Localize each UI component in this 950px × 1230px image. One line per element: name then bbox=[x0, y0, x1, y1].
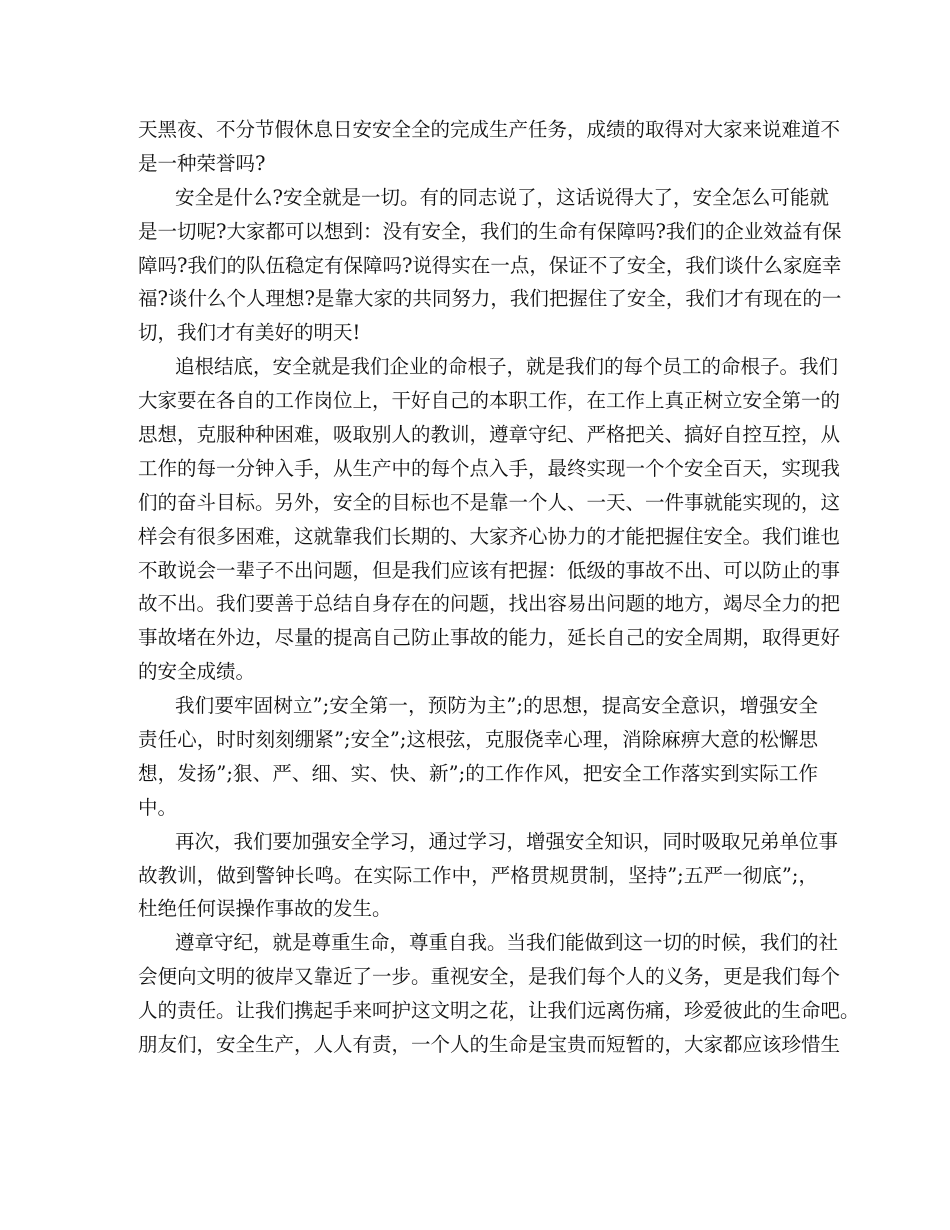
text-line: 会便向文明的彼岸又靠近了一步。重视安全，是我们每个人的义务，更是我们每个 bbox=[138, 965, 841, 989]
body-text bbox=[138, 113, 860, 1062]
text-line: 福?谈什么个人理想?是靠大家的共同努力，我们把握住了安全，我们才有现在的一 bbox=[138, 287, 842, 311]
text-line: 不敢说会一辈子不出问题，但是我们应该有把握：低级的事故不出、可以防止的事 bbox=[138, 558, 841, 582]
text-line: 事故堵在外边，尽量的提高自己防止事故的能力，延长自己的安全周期，取得更好 bbox=[138, 626, 841, 650]
text-line: 思想，克服种种困难，吸取别人的教训，遵章守纪、严格把关、搞好自控互控，从 bbox=[138, 423, 841, 447]
text-line: 想，发扬”;狠、严、细、实、快、新”;的工作作风，把安全工作落实到实际工作 bbox=[138, 761, 818, 785]
text-line: 们的奋斗目标。另外，安全的目标也不是靠一个人、一天、一件事就能实现的，这 bbox=[138, 490, 841, 514]
text-line: 安全是什么?安全就是一切。有的同志说了，这话说得大了，安全怎么可能就 bbox=[175, 185, 829, 209]
text-line: 故不出。我们要善于总结自身存在的问题，找出容易出问题的地方，竭尽全力的把 bbox=[138, 592, 841, 616]
text-line: 我们要牢固树立”;安全第一，预防为主”;的思想，提高安全意识，增强安全 bbox=[175, 694, 818, 718]
text-line: 切，我们才有美好的明天! bbox=[138, 321, 361, 345]
text-line: 工作的每一分钟入手，从生产中的每个点入手，最终实现一个个安全百天，实现我 bbox=[138, 456, 841, 480]
text-line: 中。 bbox=[138, 795, 178, 819]
text-line: 障吗?我们的队伍稳定有保障吗?说得实在一点，保证不了安全，我们谈什么家庭幸 bbox=[138, 253, 842, 277]
text-line: 天黑夜、不分节假休息日安安全全的完成生产任务，成绩的取得对大家来说难道不 bbox=[138, 118, 841, 141]
text-line: 故教训，做到警钟长鸣。在实际工作中，严格贯规贯制，坚持”;五严一彻底”;， bbox=[138, 863, 818, 887]
text-line: 样会有很多困难，这就靠我们长期的、大家齐心协力的才能把握住安全。我们谁也 bbox=[138, 524, 841, 548]
text-line: 的安全成绩。 bbox=[138, 660, 256, 684]
text-line: 追根结底，安全就是我们企业的命根子，就是我们的每个员工的命根子。我们 bbox=[175, 355, 839, 379]
text-line: 责任心，时时刻刻绷紧”;安全”;这根弦，克服侥幸心理，消除麻痹大意的松懈思 bbox=[138, 728, 818, 752]
text-line: 杜绝任何误操作事故的发生。 bbox=[138, 897, 392, 921]
text-line: 朋友们，安全生产，人人有责，一个人的生命是宝贵而短暂的，大家都应该珍惜生 bbox=[138, 1033, 841, 1057]
text-line: 是一切呢?大家都可以想到：没有安全，我们的生命有保障吗?我们的企业效益有保 bbox=[138, 219, 842, 243]
text-line: 遵章守纪，就是尊重生命，尊重自我。当我们能做到这一切的时候，我们的社 bbox=[175, 931, 839, 955]
text-line: 人的责任。让我们携起手来呵护这文明之花，让我们远离伤痛，珍爱彼此的生命吧。 bbox=[138, 999, 860, 1023]
text-line: 大家要在各自的工作岗位上，干好自己的本职工作，在工作上真正树立安全第一的 bbox=[138, 389, 841, 413]
text-line: 再次，我们要加强安全学习，通过学习，增强安全知识，同时吸取兄弟单位事 bbox=[175, 829, 839, 853]
text-line: 是一种荣誉吗? bbox=[138, 151, 266, 175]
